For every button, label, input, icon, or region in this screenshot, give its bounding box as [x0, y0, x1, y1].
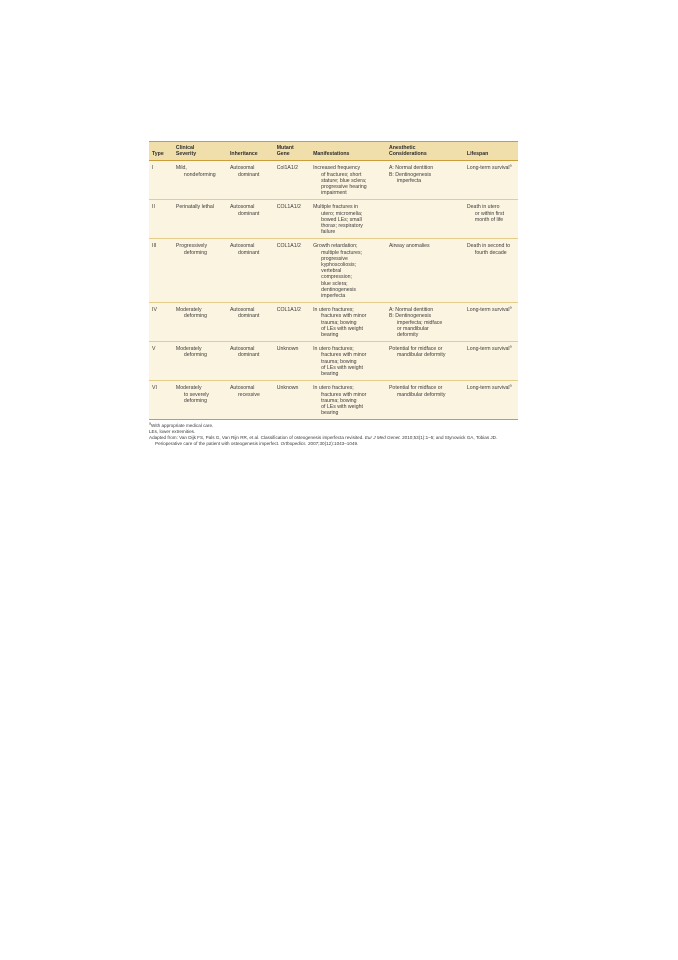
cell-line: bowed LEs; small	[321, 216, 362, 223]
cell-line: B: Dentinogenesis	[388, 171, 432, 178]
cell-manifestations	[310, 161, 386, 200]
cell-line: In utero fractures;	[313, 385, 354, 392]
column-header-line: Severity	[175, 151, 197, 158]
cell-line: In utero fractures;	[313, 307, 354, 314]
column-header-clinical-severity	[173, 142, 227, 161]
cell-line: trauma; bowing	[321, 358, 357, 365]
gene-value: COL1A1/2	[276, 307, 301, 314]
cell-manifestations	[310, 303, 386, 342]
cell-clinical-severity	[173, 342, 227, 381]
cell-anesthetic-considerations	[386, 303, 464, 342]
column-header-line: Mutant	[276, 145, 294, 151]
cell-lifespan	[464, 200, 518, 239]
column-header-manifestations	[310, 142, 386, 161]
lifespan-with-note	[467, 165, 516, 171]
cell-inheritance	[227, 161, 274, 200]
table-body	[149, 161, 518, 420]
cell-line: deformity	[396, 332, 419, 339]
column-header-line: Considerations	[388, 151, 427, 158]
cell-line: fourth decade	[474, 249, 507, 256]
cell-type	[149, 200, 173, 239]
reference-part-3: 2007;30(12):1043–1049.	[306, 440, 359, 446]
cell-lifespan	[464, 342, 518, 381]
cell-inheritance	[227, 342, 274, 381]
column-header-inheritance	[227, 142, 274, 161]
cell-line: Autosomal	[229, 243, 255, 250]
gene-value: Unknown	[276, 385, 299, 392]
cell-line: Airway anomalies	[388, 243, 430, 250]
cell-inheritance	[227, 200, 274, 239]
lifespan-with-note	[467, 385, 516, 391]
cell-line: Potential for midface or	[388, 346, 443, 353]
reference-part-1: Adapted from: Van Dijk FS, Pals G, Van Rijn RR, et al. Classification of osteogenesis imperfecta revisited.	[149, 434, 365, 440]
cell-anesthetic-considerations	[386, 161, 464, 200]
osteogenesis-imperfecta-table-block	[149, 141, 518, 447]
cell-line: or within first	[474, 210, 505, 217]
type-value: IV	[152, 307, 157, 314]
cell-lifespan	[464, 239, 518, 303]
table-row	[149, 161, 518, 200]
cell-line: compression;	[321, 274, 352, 281]
lifespan-with-note	[467, 307, 516, 313]
cell-line: deforming	[183, 313, 207, 320]
column-header-lifespan	[464, 142, 518, 161]
footnote-reference	[149, 435, 518, 447]
cell-line: or mandibular	[396, 325, 429, 332]
cell-line: dominant	[237, 210, 260, 217]
cell-line: deforming	[183, 352, 207, 359]
cell-line: utero; micromelia;	[321, 210, 363, 217]
type-value: I	[152, 165, 154, 172]
cell-lifespan	[464, 381, 518, 420]
cell-line: Autosomal	[229, 165, 255, 172]
cell-clinical-severity	[173, 200, 227, 239]
cell-line: Long-term survival	[466, 165, 510, 172]
column-header-line: Anesthetic	[388, 145, 416, 151]
cell-anesthetic-considerations	[386, 381, 464, 420]
cell-line: dominant	[237, 171, 260, 178]
cell-line: dominant	[237, 313, 260, 320]
gene-value: COL1A1/2	[276, 204, 301, 211]
cell-line: deforming	[183, 249, 207, 256]
reference-journal-2: Orthopedics.	[280, 440, 307, 446]
cell-line: Multiple fractures in	[313, 204, 359, 211]
cell-line: vertebral	[321, 268, 342, 275]
footnote-mark: a	[509, 344, 512, 349]
cell-mutant-gene	[274, 200, 310, 239]
cell-line: of LEs with weight	[321, 364, 363, 371]
cell-line: nondeforming	[183, 171, 216, 178]
gene-value: COL1A1/2	[276, 243, 301, 250]
column-header-line: Inheritance	[229, 151, 258, 158]
cell-line: Autosomal	[229, 307, 255, 314]
table-row	[149, 200, 518, 239]
table-footnotes	[149, 423, 518, 446]
cell-inheritance	[227, 303, 274, 342]
cell-manifestations	[310, 200, 386, 239]
cell-line: deforming	[183, 397, 207, 404]
cell-line: A: Normal dentition	[388, 307, 434, 314]
cell-line: kyphoscoliosis;	[321, 262, 356, 269]
cell-line: fractures with minor	[321, 352, 367, 359]
cell-line: Moderately	[175, 385, 202, 392]
reference-journal-1: Eur J Med Genet.	[364, 434, 401, 440]
cell-manifestations	[310, 239, 386, 303]
lifespan-with-note	[467, 346, 516, 352]
cell-inheritance	[227, 381, 274, 420]
cell-line: Mild,	[175, 165, 187, 172]
type-value: II	[152, 204, 155, 211]
cell-line: bearing	[321, 332, 339, 339]
cell-line: Growth retardation;	[313, 243, 358, 250]
cell-line: Autosomal	[229, 204, 255, 211]
column-header-mutant-gene	[274, 142, 310, 161]
cell-line: progressive hearing	[321, 184, 367, 191]
type-value: III	[152, 243, 157, 250]
type-value: VI	[152, 385, 157, 392]
cell-line: Moderately	[175, 346, 202, 353]
cell-line: stature; blue sclera;	[321, 177, 367, 184]
cell-clinical-severity	[173, 161, 227, 200]
cell-clinical-severity	[173, 381, 227, 420]
cell-line: of LEs with weight	[321, 403, 363, 410]
cell-line: fractures with minor	[321, 391, 367, 398]
cell-mutant-gene	[274, 303, 310, 342]
cell-line: Autosomal	[229, 385, 255, 392]
cell-line: Perinatally lethal	[175, 204, 214, 211]
cell-line: Death in second to	[466, 243, 511, 250]
cell-line: imperfecta	[321, 293, 346, 300]
cell-line: dentinogenesis	[321, 286, 356, 293]
cell-line: Increased frequency	[313, 165, 361, 172]
table-row	[149, 239, 518, 303]
cell-line: month of life	[474, 216, 504, 223]
cell-line: A: Normal dentition	[388, 165, 434, 172]
cell-line: Long-term survival	[466, 385, 510, 392]
column-header-line: Clinical	[175, 145, 195, 151]
cell-line: mandibular deformity	[396, 352, 446, 359]
cell-line: Progressively	[175, 243, 208, 250]
column-header-line: Type	[152, 151, 164, 158]
cell-line: dominant	[237, 249, 260, 256]
cell-line: In utero fractures;	[313, 346, 354, 353]
cell-line: B: Dentinogenesis	[388, 313, 432, 320]
cell-type	[149, 342, 173, 381]
column-header-anesthetic-considerations	[386, 142, 464, 161]
footnote-mark: a	[509, 305, 512, 310]
cell-line: Long-term survival	[466, 307, 510, 314]
cell-line: Long-term survival	[466, 346, 510, 353]
cell-mutant-gene	[274, 381, 310, 420]
table-row	[149, 381, 518, 420]
cell-anesthetic-considerations	[386, 342, 464, 381]
cell-line: of LEs with weight	[321, 325, 363, 332]
cell-type	[149, 239, 173, 303]
cell-type	[149, 161, 173, 200]
cell-line: dominant	[237, 352, 260, 359]
cell-type	[149, 381, 173, 420]
cell-line: thorax; respiratory	[321, 223, 363, 230]
table-row	[149, 342, 518, 381]
column-header-type	[149, 142, 173, 161]
osteogenesis-imperfecta-table	[149, 141, 518, 420]
cell-anesthetic-considerations	[386, 200, 464, 239]
cell-line: blue sclera;	[321, 280, 348, 287]
gene-value: Unknown	[276, 346, 299, 353]
cell-line: to severely	[183, 391, 209, 398]
footnote-mark: a	[509, 163, 512, 168]
cell-line: mandibular deformity	[396, 391, 446, 398]
cell-lifespan	[464, 303, 518, 342]
cell-anesthetic-considerations	[386, 239, 464, 303]
column-header-line: Manifestations	[313, 151, 350, 158]
cell-line: Moderately	[175, 307, 202, 314]
cell-line: failure	[321, 229, 336, 236]
cell-line: imperfecta; midface	[396, 319, 443, 326]
column-header-line: Lifespan	[466, 151, 489, 158]
cell-line: impairment	[321, 190, 347, 197]
gene-value: Col1A1/2	[276, 165, 299, 172]
cell-line: Death in utero	[466, 204, 500, 211]
table-header-row	[149, 142, 518, 161]
cell-lifespan	[464, 161, 518, 200]
type-value: V	[152, 346, 156, 353]
cell-line: bearing	[321, 410, 339, 417]
cell-type	[149, 303, 173, 342]
column-header-line: Gene	[276, 151, 290, 158]
cell-line: progressive	[321, 255, 348, 262]
footnote-abbreviation: LEs, lower extremities.	[149, 429, 196, 435]
cell-line: of fractures; short	[321, 171, 362, 178]
cell-line: imperfecta	[396, 177, 422, 184]
cell-clinical-severity	[173, 239, 227, 303]
cell-manifestations	[310, 342, 386, 381]
reference-part-2: 2010;53(1):1–5; and Stynowick GA, Tobias JD. Perioperative care of the patient with osteogenesis imperfect.	[155, 434, 498, 446]
cell-line: Autosomal	[229, 346, 255, 353]
footnote-mark: a	[509, 383, 512, 388]
cell-mutant-gene	[274, 342, 310, 381]
cell-mutant-gene	[274, 161, 310, 200]
footnote-a-mark: a	[149, 421, 151, 426]
cell-line: Potential for midface or	[388, 385, 443, 392]
table-row	[149, 303, 518, 342]
cell-line: trauma; bowing	[321, 319, 357, 326]
cell-line: recessive	[237, 391, 260, 398]
cell-line: multiple fractures;	[321, 249, 363, 256]
cell-mutant-gene	[274, 239, 310, 303]
cell-line: bearing	[321, 371, 339, 378]
cell-line: fractures with minor	[321, 313, 367, 320]
footnote-a-text: With appropriate medical care.	[151, 423, 214, 429]
cell-line: trauma; bowing	[321, 397, 357, 404]
cell-manifestations	[310, 381, 386, 420]
cell-inheritance	[227, 239, 274, 303]
cell-clinical-severity	[173, 303, 227, 342]
